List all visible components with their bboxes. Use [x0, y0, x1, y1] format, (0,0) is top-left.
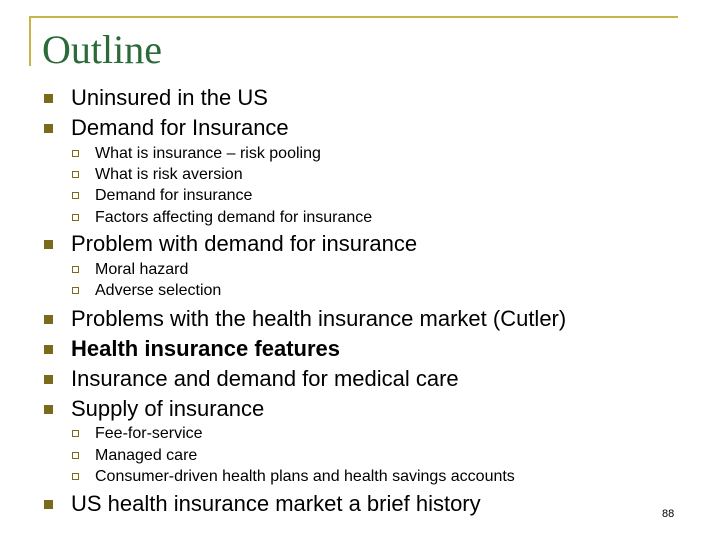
hollow-square-bullet-icon: [72, 171, 79, 178]
outline-subitem-text: What is insurance – risk pooling: [95, 145, 321, 162]
outline-item: [44, 83, 268, 113]
outline-item: [44, 113, 289, 143]
square-bullet-icon: [44, 315, 53, 324]
hollow-square-bullet-icon: [72, 192, 79, 199]
outline-subitem: [72, 259, 188, 280]
hollow-square-bullet-icon: [72, 452, 79, 459]
outline-subitem: [72, 185, 252, 206]
outline-item: [44, 394, 264, 424]
outline-item-text: Supply of insurance: [71, 396, 265, 421]
outline-subitem-text: Managed care: [95, 447, 198, 464]
outline-subitem-text: Fee-for-service: [95, 425, 203, 442]
page-number: 88: [662, 508, 675, 520]
hollow-square-bullet-icon: [72, 473, 79, 480]
outline-item-text: Uninsured in the US: [71, 85, 268, 110]
outline-subitem-text: Moral hazard: [95, 261, 189, 278]
slide-title: Outline: [42, 27, 162, 72]
outline-subitem-text: Demand for insurance: [95, 187, 253, 204]
hollow-square-bullet-icon: [72, 287, 79, 294]
outline-item: [44, 364, 459, 394]
outline-item-text: Demand for Insurance: [71, 115, 289, 140]
outline-subitem: [72, 423, 203, 444]
outline-subitem: [72, 466, 515, 487]
outline-item-text: US health insurance market a brief history: [71, 491, 481, 516]
outline-item-text: Problems with the health insurance market (Cutler): [71, 306, 567, 331]
outline-subitem-text: Consumer-driven health plans and health savings accounts: [95, 468, 515, 485]
outline-subitem: [72, 445, 197, 466]
outline-item-text: Problem with demand for insurance: [71, 231, 418, 256]
outline-subitem-text: What is risk aversion: [95, 166, 243, 183]
square-bullet-icon: [44, 375, 53, 384]
outline-subitem: [72, 143, 321, 164]
hollow-square-bullet-icon: [72, 150, 79, 157]
outline-subitem: [72, 164, 243, 185]
outline-item: [44, 304, 566, 334]
outline-subitem-text: Factors affecting demand for insurance: [95, 209, 373, 226]
outline-subitem-text: Adverse selection: [95, 282, 222, 299]
square-bullet-icon: [44, 124, 53, 133]
square-bullet-icon: [44, 240, 53, 249]
outline-item: [44, 489, 481, 519]
square-bullet-icon: [44, 405, 53, 414]
outline-item-text: Insurance and demand for medical care: [71, 366, 459, 391]
square-bullet-icon: [44, 500, 53, 509]
outline-item-text: Health insurance features: [71, 336, 340, 361]
hollow-square-bullet-icon: [72, 214, 79, 221]
outline-item: [44, 334, 340, 364]
square-bullet-icon: [44, 94, 53, 103]
hollow-square-bullet-icon: [72, 266, 79, 273]
outline-subitem: [72, 280, 221, 301]
outline-item: [44, 229, 417, 259]
outline-subitem: [72, 207, 372, 228]
square-bullet-icon: [44, 345, 53, 354]
hollow-square-bullet-icon: [72, 430, 79, 437]
